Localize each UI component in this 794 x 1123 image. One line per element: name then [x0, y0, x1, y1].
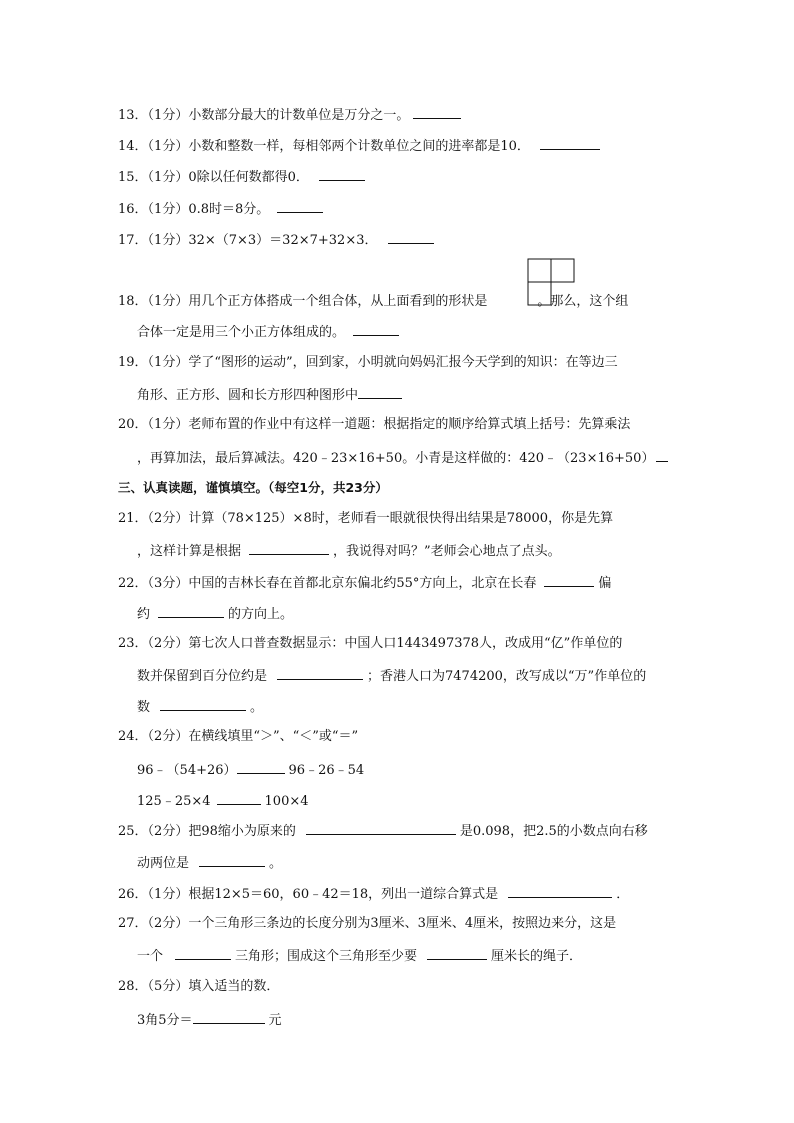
answer-blank[interactable]	[413, 106, 461, 119]
question-20-line2: ，再算加法，最后算减法。420﹣23×16+50。小青是这样做的：420﹣（23×16+50）	[137, 449, 672, 467]
question-26: 26．（1分）根据12×5＝60，60﹣42＝18，列出一道综合算式是 ．	[118, 887, 630, 902]
question-21-line2: ，这样计算是根据 ，我说得对吗？”老师会心地点了点头。	[137, 544, 561, 559]
answer-blank[interactable]	[237, 761, 285, 774]
answer-blank[interactable]	[540, 137, 600, 150]
question-23: 23．（2分）第七次人口普查数据显示：中国人口1443497378人，改成用“亿”作单位的	[118, 636, 623, 651]
answer-blank[interactable]	[277, 667, 363, 680]
question-28: 28．（5分）填入适当的数．	[118, 979, 280, 994]
section-3-heading: 三、认真读题，谨慎填空。（每空1分，共23分）	[118, 480, 388, 495]
answer-blank[interactable]	[319, 168, 365, 181]
answer-blank[interactable]	[358, 386, 402, 399]
answer-blank[interactable]	[544, 574, 594, 587]
answer-blank[interactable]	[160, 698, 246, 711]
answer-blank[interactable]	[175, 947, 231, 960]
question-25-line2: 动两位是 。	[137, 856, 283, 871]
answer-blank[interactable]	[656, 449, 668, 462]
question-22: 22．（3分）中国的吉林长春在首都北京东偏北约55°方向上，北京在长春 偏	[118, 576, 612, 591]
answer-blank[interactable]	[306, 822, 456, 835]
question-23-line3: 数 。	[137, 700, 264, 715]
question-20: 20．（1分）老师布置的作业中有这样一道题：根据指定的顺序给算式填上括号：先算乘法	[118, 417, 631, 432]
question-13: 13．（1分）小数部分最大的计数单位是万分之一。	[118, 106, 465, 124]
answer-blank[interactable]	[249, 542, 329, 555]
question-24-expr2: 125﹣25×4 100×4	[137, 794, 309, 809]
answer-blank[interactable]	[277, 200, 323, 213]
answer-blank[interactable]	[427, 947, 487, 960]
answer-blank[interactable]	[199, 854, 265, 867]
question-24: 24．（2分）在横线填里“＞”、“＜”或“＝”	[118, 729, 359, 744]
question-19: 19．（1分）学了“图形的运动”，回到家，小明就向妈妈汇报今天学到的知识：在等边三	[118, 355, 618, 370]
question-28-line2: 3角5分＝ 元	[137, 1013, 282, 1028]
question-17: 17．（1分）32×（7×3）＝32×7+32×3．	[118, 231, 438, 249]
question-25: 25．（2分）把98缩小为原来的 是0.098，把2.5的小数点向右移	[118, 824, 648, 839]
answer-blank[interactable]	[388, 231, 434, 244]
question-23-line2: 数并保留到百分位约是 ；香港人口为7474200，改写成以“万”作单位的	[137, 669, 647, 684]
question-18: 18．（1分）用几个正方体搭成一个组合体，从上面看到的形状是 。那么，这个组	[118, 294, 629, 309]
answer-blank[interactable]	[193, 1011, 265, 1024]
question-18-line2: 合体一定是用三个小正方体组成的。	[137, 323, 403, 341]
question-19-line2: 角形、正方形、圆和长方形四种图形中	[137, 386, 406, 404]
question-22-line2: 约 的方向上。	[137, 607, 294, 622]
answer-blank[interactable]	[353, 323, 399, 336]
question-27: 27．（2分）一个三角形三条边的长度分别为3厘米、3厘米、4厘米，按照边来分，这是	[118, 916, 617, 931]
question-21: 21．（2分）计算（78×125）×8时，老师看一眼就很快得出结果是78000，你是先算	[118, 511, 614, 526]
question-15: 15．（1分）0除以任何数都得0．	[118, 168, 369, 186]
question-24-expr1: 96﹣（54+26） 96﹣26﹣54	[137, 763, 365, 778]
question-16: 16．（1分）0.8时＝8分。	[118, 200, 327, 218]
question-27-line2: 一个 三角形；围成这个三角形至少要 厘米长的绳子．	[137, 949, 583, 964]
answer-blank[interactable]	[217, 792, 261, 805]
answer-blank[interactable]	[508, 885, 612, 898]
answer-blank[interactable]	[158, 605, 224, 618]
question-14: 14．（1分）小数和整数一样，每相邻两个计数单位之间的进率都是10．	[118, 137, 604, 155]
